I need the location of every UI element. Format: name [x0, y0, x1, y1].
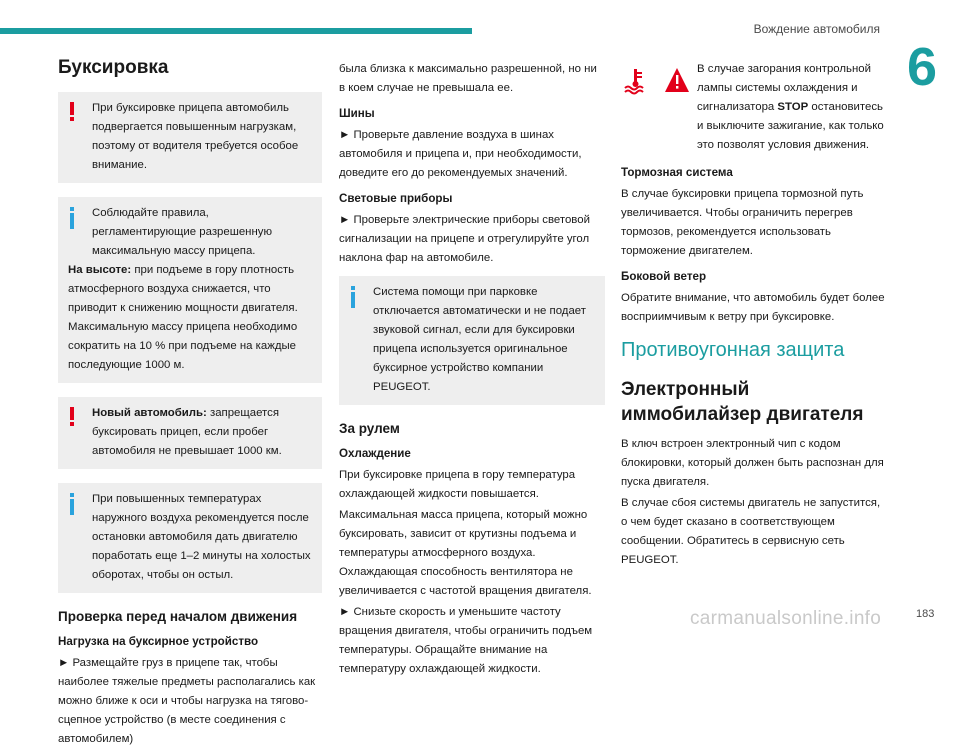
subheading-cooling: Охлаждение — [339, 447, 411, 460]
subheading-pre-drive-check: Проверка перед началом движения — [58, 609, 298, 624]
column-1 — [58, 50, 322, 751]
info-icon — [68, 493, 76, 515]
subheading-tyres: Шины — [339, 107, 375, 120]
body-text: В случае сбоя системы двигатель не запустится, о чем будет сказано в соответствующем сообщении. Обратитесь в сервисную сеть PEUGEOT. — [621, 497, 881, 566]
note-bold: На высоте: — [68, 264, 132, 276]
note-text: Соблюдайте правила, регламентирующие разрешенную максимальную массу прицепа. — [92, 207, 272, 257]
section-title-towing: Буксировка — [58, 57, 169, 78]
alert-text — [697, 60, 885, 155]
body-text: В ключ встроен электронный чип с кодом блокировки, который должен быть распознан для пуска двигателя. — [621, 438, 884, 488]
body-text: ► Проверьте электрические приборы световой сигнализации на прицепе и отрегулируйте угол наклона фар на автомобиле. — [339, 214, 590, 264]
note-rest: запрещается буксировать прицеп, если пробег автомобиля не превышает 1000 км. — [92, 407, 282, 457]
alert-text-end: остановитесь и выключите зажигание, как только это позволят условия движения. — [697, 101, 884, 151]
warning-note — [58, 92, 322, 183]
subheading-lights: Световые приборы — [339, 192, 453, 205]
note-rest: при подъеме в гору плотность атмосферного воздуха снижается, что приводит к снижению мощности двигателя. Максимальную массу прицепа необходимо сократить на 10 % при подъеме на каждые последующие 1000 м. — [68, 264, 298, 371]
info-icon — [68, 207, 76, 229]
note-text: При повышенных температурах наружного воздуха рекомендуется после остановки автомобиля дать двигателю поработать еще 1–2 минуты на холостых оборотах, чтобы он остыл. — [92, 493, 311, 581]
note-text — [68, 404, 312, 461]
note-text — [68, 261, 312, 375]
note-text: Система помощи при парковке отключается автоматически и не подает звуковой сигнал, если для буксировки прицепа используется оригинальное буксирное устройство компании PEUGEOT. — [373, 286, 586, 393]
body-text: была близка к максимально разрешенной, но ни в коем случае не превышала ее. — [339, 63, 597, 94]
warning-note — [58, 397, 322, 469]
subheading-crosswind: Боковой ветер — [621, 270, 707, 283]
warning-icon — [68, 102, 76, 122]
info-note — [339, 276, 605, 405]
body-text: Максимальная масса прицепа, который можно буксировать, зависит от крутизны подъема и температуры атмосферного воздуха. Охлаждающая способность вентилятора не увеличивается с частотой вращения двигателя. — [339, 509, 592, 597]
section-title-antitheft: Противоугонная защита — [621, 339, 845, 361]
subheading-tow-load: Нагрузка на буксирное устройство — [58, 635, 259, 648]
body-text: При буксировке прицепа в гору температура охлаждающей жидкости повышается. — [339, 469, 576, 500]
subheading-driving: За рулем — [339, 421, 400, 436]
body-text: В случае буксировки прицепа тормозной путь увеличивается. Чтобы ограничить перегрев тормозов, рекомендуется использовать торможение двигателем. — [621, 188, 864, 257]
coolant-alert — [621, 60, 885, 155]
body-text: ► Размещайте груз в прицепе так, чтобы наиболее тяжелые предметы располагались как можно ближе к оси и чтобы нагрузка на тягово-сцепное устройство (в месте соединения с автомобилем) — [58, 657, 316, 745]
chapter-number: 6 — [907, 37, 938, 97]
body-text: ► Проверьте давление воздуха в шинах автомобиля и прицепа и, при необходимости, доведите его до рекомендуемых значений. — [339, 129, 582, 179]
note-bold: Новый автомобиль: — [92, 407, 207, 419]
note-text: При буксировке прицепа автомобиль подвергается повышенным нагрузкам, поэтому от водителя требуется особое внимание. — [92, 102, 299, 171]
stop-label: STOP — [777, 101, 809, 113]
running-header: Вождение автомобиля — [753, 22, 880, 36]
warning-icon — [68, 407, 76, 427]
subsection-title-immobiliser: Электронный иммобилайзер двигателя — [621, 379, 864, 425]
subheading-brakes: Тормозная система — [621, 166, 733, 179]
info-note — [58, 483, 322, 593]
info-note — [58, 197, 322, 383]
alert-text-start: В случае загорания контрольной лампы системы охлаждения и сигнализатора — [697, 63, 871, 113]
page-number: 183 — [916, 608, 935, 620]
column-3 — [621, 60, 885, 572]
body-text: Обратите внимание, что автомобиль будет более восприимчивым к ветру при буксировке. — [621, 292, 885, 323]
header-accent-bar — [0, 28, 472, 34]
column-2 — [339, 60, 605, 681]
watermark: carmanualsonline.info — [690, 608, 882, 629]
info-icon — [349, 286, 357, 308]
body-text: ► Снизьте скорость и уменьшите частоту вращения двигателя, чтобы ограничить подъем температуры. Обращайте внимание на температуру охлаждающей жидкости. — [339, 606, 593, 675]
coolant-temperature-warning-icon — [621, 66, 691, 96]
